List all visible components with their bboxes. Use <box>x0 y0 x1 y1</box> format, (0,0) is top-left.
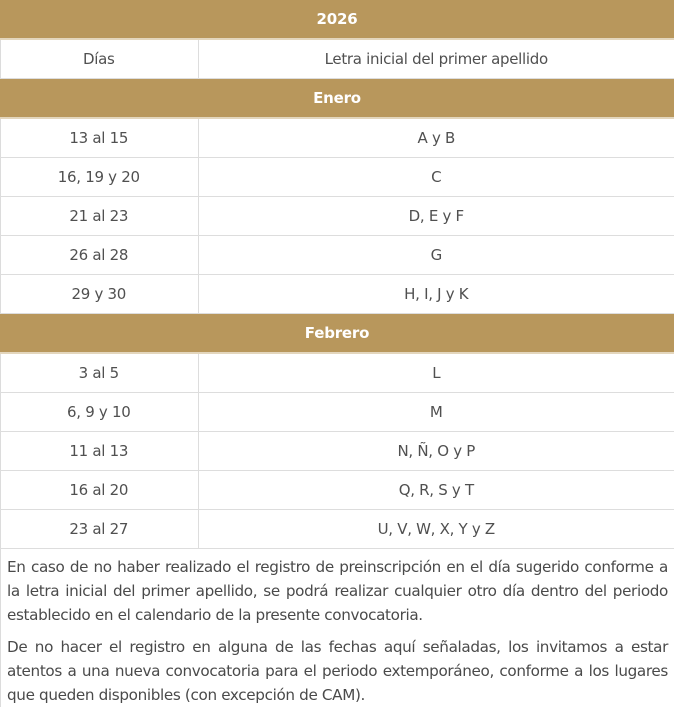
days-cell: 13 al 15 <box>0 118 198 158</box>
letters-cell: N, Ñ, O y P <box>198 432 674 471</box>
note-paragraph-makeup-day: En caso de no haber realizado el registro de preinscripción en el día sugerido conforme a la letra inicial del primer apellido, se podrá realizar cualquier otro día dentro del periodo establecido en el calendario de la presente convocatoria. <box>7 558 668 624</box>
month-header-enero <box>0 79 674 119</box>
days-cell: 23 al 27 <box>0 510 198 549</box>
days-cell: 6, 9 y 10 <box>0 393 198 432</box>
column-header-letter: Letra inicial del primer apellido <box>198 39 674 79</box>
days-cell: 16, 19 y 20 <box>0 158 198 197</box>
column-header-days: Días <box>0 39 198 79</box>
days-cell: 21 al 23 <box>0 197 198 236</box>
table-row <box>0 197 674 236</box>
days-cell: 3 al 5 <box>0 353 198 393</box>
letters-cell: D, E y F <box>198 197 674 236</box>
letters-cell: H, I, J y K <box>198 275 674 314</box>
days-cell: 16 al 20 <box>0 471 198 510</box>
table-row <box>0 432 674 471</box>
table-row <box>0 471 674 510</box>
table-row <box>0 353 674 393</box>
table-row <box>0 510 674 549</box>
days-cell: 11 al 13 <box>0 432 198 471</box>
table-row <box>0 118 674 158</box>
month-label: Enero <box>0 79 674 119</box>
year-label: 2026 <box>0 0 674 39</box>
note-paragraph-extemporaneous: De no hacer el registro en alguna de las fechas aquí señaladas, los invitamos a estar atentos a una nueva convocatoria para el periodo extemporáneo, conforme a los lugares que queden disponibles (con excepción de CAM). <box>7 638 668 704</box>
table-row <box>0 393 674 432</box>
letters-cell: L <box>198 353 674 393</box>
column-header-row <box>0 39 674 79</box>
month-header-febrero <box>0 314 674 354</box>
table-row <box>0 158 674 197</box>
letters-cell: G <box>198 236 674 275</box>
letters-cell: U, V, W, X, Y y Z <box>198 510 674 549</box>
days-cell: 26 al 28 <box>0 236 198 275</box>
table-row <box>0 275 674 314</box>
month-label: Febrero <box>0 314 674 354</box>
letters-cell: Q, R, S y T <box>198 471 674 510</box>
letters-cell: A y B <box>198 118 674 158</box>
year-header-row <box>0 0 674 39</box>
schedule-notes <box>1 549 674 707</box>
letters-cell: C <box>198 158 674 197</box>
days-cell: 29 y 30 <box>0 275 198 314</box>
table-row <box>0 236 674 275</box>
letters-cell: M <box>198 393 674 432</box>
